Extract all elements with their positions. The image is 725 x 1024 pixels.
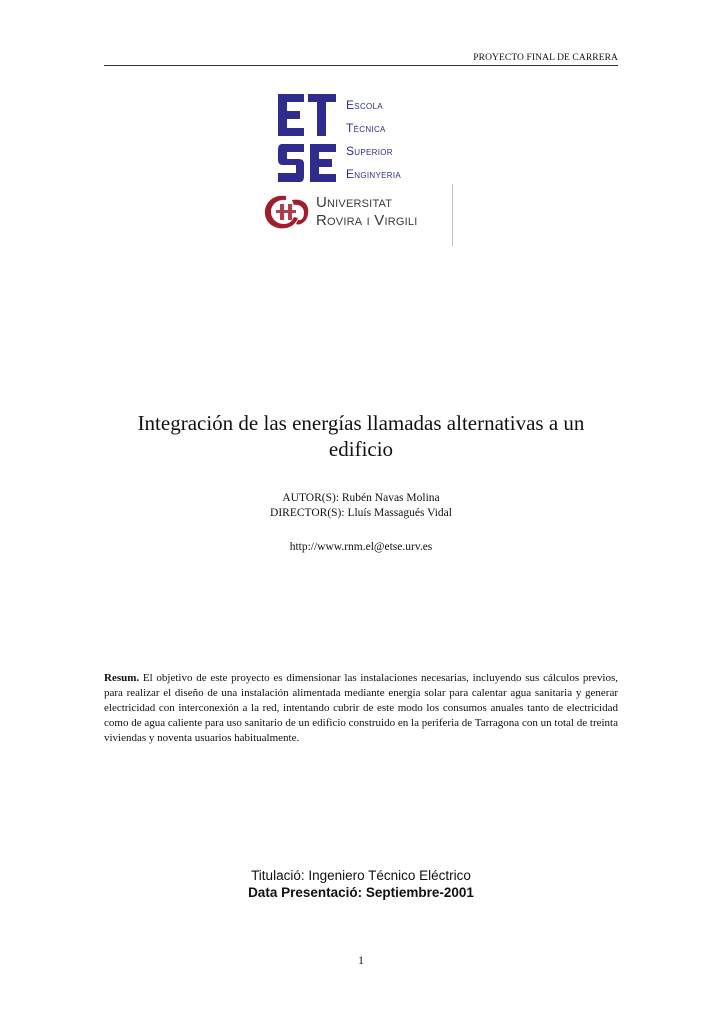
etse-logo <box>278 94 428 186</box>
abstract <box>104 671 618 746</box>
authors-block <box>104 491 618 521</box>
presentation-date: Data Presentació: Septiembre-2001 <box>248 885 474 900</box>
degree-line: Titulació: Ingeniero Técnico Eléctrico <box>251 868 471 883</box>
urv-line: Rovira i Virgili <box>316 212 418 229</box>
director-line: DIRECTOR(S): Lluís Massagués Vidal <box>270 507 452 519</box>
author-email: http://www.rnm.el@etse.urv.es <box>289 541 433 553</box>
etse-line: Enginyeria <box>346 167 402 181</box>
abstract-label: Resum. <box>104 672 140 684</box>
etse-line: Tècnica <box>346 121 386 135</box>
abstract-text: El objetivo de este proyecto es dimensionar las instalaciones necesarias, incluyendo sus cálculos previos, para realizar el diseño de una instalación alimentada mediante energía solar para calentar agua sanitaria y generar electricidad con interconexión a la red, intentando cubrir de este modo los consumos anuales tanto de electricidad como de agua caliente para uso sanitario de un edificio construido en la periferia de Tarragona con un total de treinta viviendas y noventa usuarios habitualmente. <box>104 672 619 744</box>
logo-divider <box>452 184 453 246</box>
page-number: 1 <box>358 955 364 967</box>
header-rule <box>104 65 618 66</box>
author-line: AUTOR(S): Rubén Navas Molina <box>282 492 440 504</box>
etse-line: Escola <box>346 98 383 112</box>
etse-wordmark <box>346 94 401 186</box>
running-header: PROYECTO FINAL DE CARRERA <box>473 53 618 63</box>
urv-logo <box>262 190 462 250</box>
etse-monogram-icon <box>278 94 342 186</box>
urv-emblem-icon <box>262 190 312 234</box>
urv-line: Universitat <box>316 194 393 211</box>
document-title: Integración de las energías llamadas alternativas a un edificio <box>137 411 585 461</box>
urv-wordmark <box>316 194 417 230</box>
etse-line: Superior <box>346 144 393 158</box>
